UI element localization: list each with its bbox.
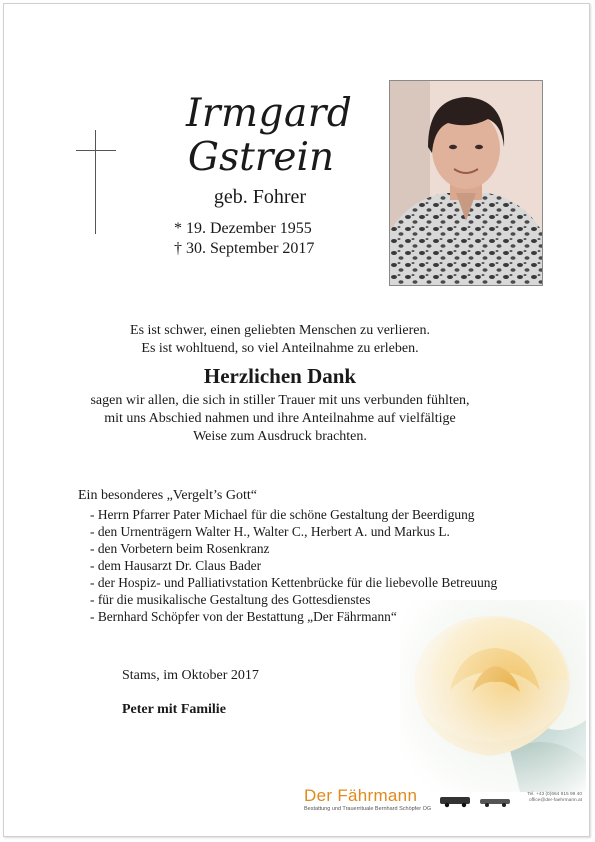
life-dates — [162, 219, 362, 259]
list-item: - dem Hausarzt Dr. Claus Bader — [90, 557, 497, 574]
death-date: † 30. September 2017 — [174, 240, 315, 257]
brand-subtitle: Bestattung und Trauerrituale Bernhard Schöpfer OG — [304, 806, 432, 812]
paragraph-line: mit uns Abschied nahmen und ihre Anteilnahme auf vielfältige — [104, 411, 456, 426]
birth-date: * 19. Dezember 1955 — [174, 220, 312, 237]
deceased-last-name: Gstrein — [187, 135, 335, 180]
place-date: Stams, im Oktober 2017 — [122, 668, 259, 683]
cross-icon-bar — [76, 150, 116, 151]
list-item: - den Vorbetern beim Rosenkranz — [90, 540, 497, 557]
thanks-heading: Herzlichen Dank — [203, 364, 357, 388]
hearse-icon — [438, 794, 474, 808]
contact-info — [522, 792, 582, 804]
paragraph-line: Weise zum Ausdruck brachten. — [193, 429, 367, 444]
paragraph-line: sagen wir allen, die sich in stiller Trauer mit uns verbunden fühlten, — [90, 393, 470, 408]
thanks-paragraph — [40, 392, 520, 446]
quote-line: Es ist schwer, einen geliebten Menschen zu verlieren. — [130, 323, 430, 338]
car-icon — [478, 796, 514, 808]
rose-image — [400, 600, 586, 792]
maiden-name: geb. Fohrer — [213, 186, 307, 208]
funeral-home-footer — [300, 784, 585, 824]
list-item: - für die musikalische Gestaltung des Gottesdienstes — [90, 591, 497, 608]
contact-line: Tel. +43 (0)664 915 99 40 — [527, 792, 582, 797]
list-item: - Herrn Pfarrer Pater Michael für die schöne Gestaltung der Beerdigung — [90, 506, 497, 523]
list-item: - den Urnenträgern Walter H., Walter C., Herbert A. und Markus L. — [90, 523, 497, 540]
brand-name: Der Fährmann — [304, 786, 418, 805]
list-item: - Bernhard Schöpfer von der Bestattung „Der Fährmann“ — [90, 608, 497, 625]
memorial-quote — [40, 322, 520, 358]
cross-icon — [95, 130, 96, 234]
quote-line: Es ist wohltuend, so viel Anteilnahme zu erleben. — [141, 341, 419, 356]
list-item: - der Hospiz- und Palliativstation Kettenbrücke für die liebevolle Betreuung — [90, 574, 497, 591]
portrait-photo — [389, 80, 543, 286]
special-thanks-title: Ein besonderes „Vergelt’s Gott“ — [78, 488, 257, 503]
deceased-first-name: Irmgard — [186, 91, 353, 136]
contact-line: office@der-faehrmann.at — [528, 798, 582, 803]
family-signature: Peter mit Familie — [122, 702, 226, 717]
